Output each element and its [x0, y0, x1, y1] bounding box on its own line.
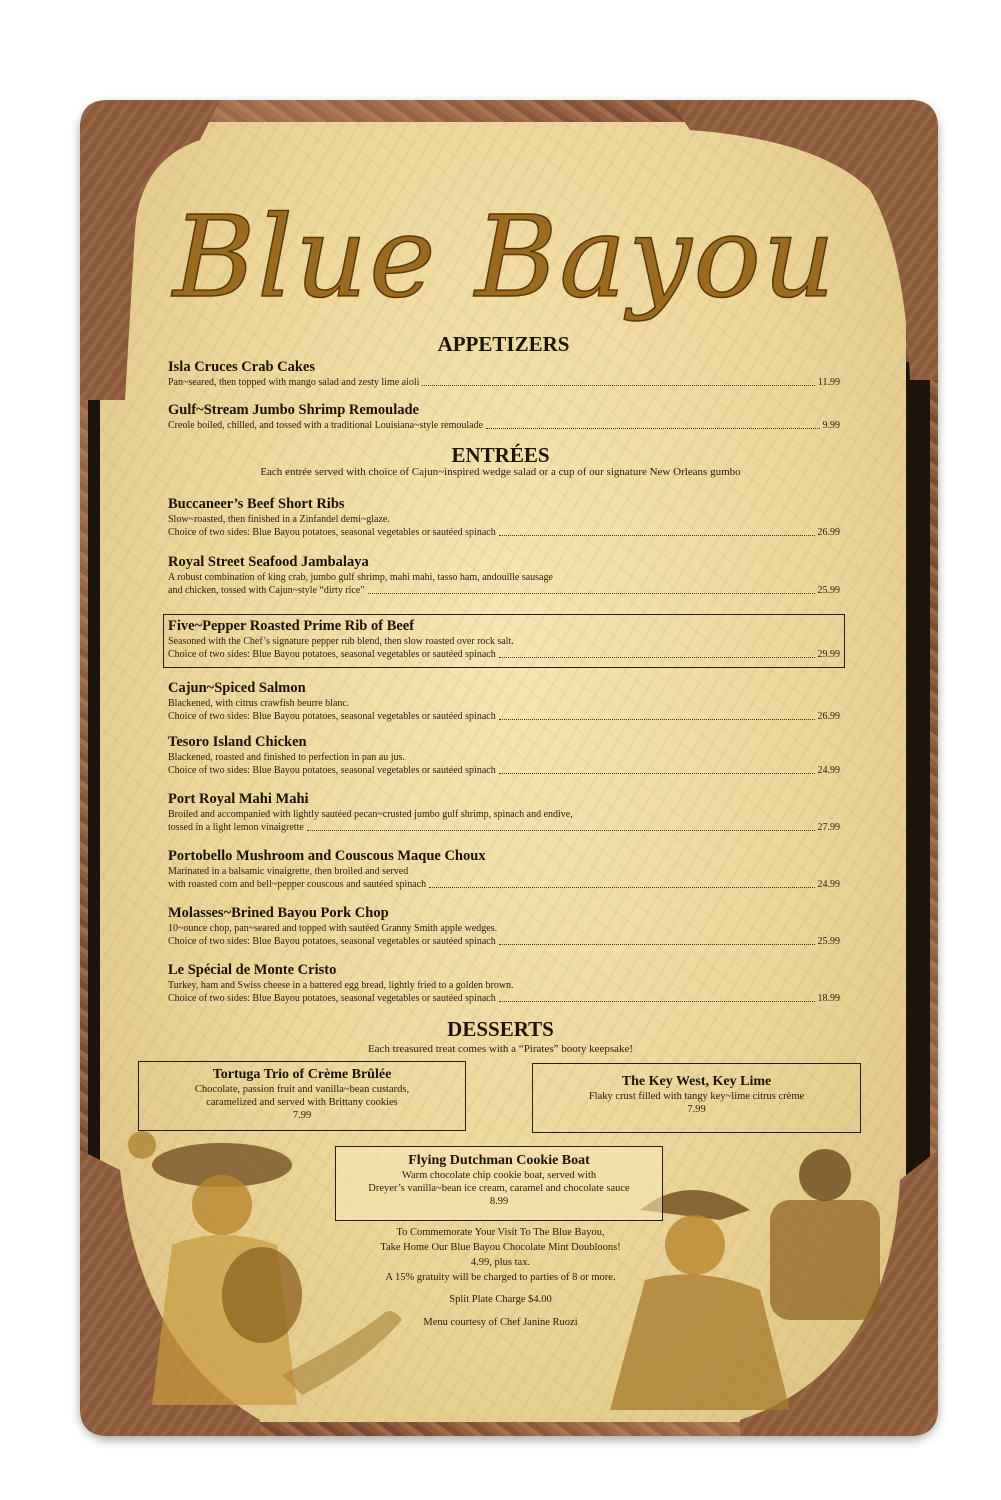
menu-item [168, 496, 840, 539]
item-sides: Choice of two sides: Blue Bayou potatoes, seasonal vegetables or sautéed spinach [168, 649, 496, 660]
menu-item [168, 554, 840, 597]
item-description: and chicken, tossed with Cajun~style “dirty rice” [168, 585, 365, 596]
doubloons-note [0, 1225, 1001, 1285]
item-name: Royal Street Seafood Jambalaya [168, 554, 369, 570]
menu-item [168, 680, 840, 723]
desserts-note: Each treasured treat comes with a “Pirates” booty keepsake! [367, 1043, 634, 1055]
item-price: 25.99 [817, 585, 840, 596]
item-price: 24.99 [817, 765, 840, 776]
menu-item [168, 905, 840, 948]
menu-courtesy: Menu courtesy of Chef Janine Ruozi [423, 1317, 578, 1328]
footer-line: To Commemorate Your Visit To The Blue Bayou, [396, 1227, 605, 1238]
dessert-price: 7.99 [687, 1104, 706, 1115]
dessert-box [335, 1146, 663, 1221]
item-name: Portobello Mushroom and Couscous Maque Choux [168, 848, 486, 864]
menu-title [150, 168, 860, 338]
dessert-description: Flaky crust filled with tangy key~lime citrus crème [588, 1091, 805, 1102]
item-price: 27.99 [817, 822, 840, 833]
item-sides: Choice of two sides: Blue Bayou potatoes, seasonal vegetables or sautéed spinach [168, 936, 496, 947]
menu-item [168, 962, 840, 1005]
item-name: Five~Pepper Roasted Prime Rib of Beef [168, 618, 415, 634]
dessert-description: Warm chocolate chip cookie boat, served with [401, 1170, 597, 1181]
footer-line: 4.99, plus tax. [470, 1257, 531, 1268]
item-price: 24.99 [817, 879, 840, 890]
dessert-description: Chocolate, passion fruit and vanilla~bean custards, [194, 1084, 410, 1095]
section-heading-appetizers: APPETIZERS [437, 332, 570, 356]
dessert-box [532, 1063, 861, 1133]
item-sides: Choice of two sides: Blue Bayou potatoes, seasonal vegetables or sautéed spinach [168, 765, 496, 776]
item-description: Turkey, ham and Swiss cheese in a battered egg bread, lightly fried to a golden brown. [168, 980, 514, 991]
dessert-box [138, 1061, 466, 1131]
item-description: 10~ounce chop, pan~seared and topped with sautéed Granny Smith apple wedges. [168, 923, 498, 934]
item-name: Tesoro Island Chicken [168, 734, 307, 750]
footer-line: Take Home Our Blue Bayou Chocolate Mint Doubloons! [380, 1242, 621, 1253]
item-description: with roasted corn and bell~pepper couscous and sautéed spinach [168, 879, 427, 890]
item-name: Buccaneer’s Beef Short Ribs [168, 496, 345, 512]
item-price: 29.99 [817, 649, 840, 660]
dessert-name: Tortuga Trio of Crème Brûlée [212, 1067, 392, 1082]
item-price: 18.99 [817, 993, 840, 1004]
item-description: Marinated in a balsamic vinaigrette, then broiled and served [168, 866, 409, 877]
split-plate-charge: Split Plate Charge $4.00 [449, 1294, 552, 1305]
dessert-price: 7.99 [292, 1110, 312, 1121]
item-name: Gulf~Stream Jumbo Shrimp Remoulade [168, 402, 419, 418]
dessert-price: 8.99 [489, 1196, 509, 1207]
item-name: Le Spécial de Monte Cristo [168, 962, 337, 978]
menu-item [168, 402, 840, 432]
dessert-name: Flying Dutchman Cookie Boat [408, 1153, 590, 1168]
item-price: 25.99 [817, 936, 840, 947]
section-heading-desserts: DESSERTS [447, 1017, 554, 1041]
item-description: A robust combination of king crab, jumbo gulf shrimp, mahi mahi, tasso ham, andouille sausage [168, 572, 553, 583]
item-name: Molasses~Brined Bayou Pork Chop [168, 905, 389, 921]
dessert-description: caramelized and served with Brittany cookies [206, 1097, 398, 1108]
item-description: Slow~roasted, then finished in a Zinfandel demi~glaze. [168, 514, 390, 525]
item-name: Cajun~Spiced Salmon [168, 680, 306, 696]
dessert-name: The Key West, Key Lime [621, 1074, 772, 1089]
item-description: Blackened, with citrus crawfish beurre blanc. [168, 698, 350, 709]
item-price: 11.99 [817, 377, 840, 388]
menu-item [168, 359, 840, 389]
item-description: Pan~seared, then topped with mango salad and zesty lime aioli [168, 377, 420, 388]
item-description: tossed in a light lemon vinaigrette [168, 822, 304, 833]
section-heading-entrees: ENTRÉES [451, 443, 550, 467]
dessert-description: Dreyer’s vanilla~bean ice cream, caramel and chocolate sauce [368, 1183, 630, 1194]
menu-item [168, 734, 840, 777]
item-sides: Choice of two sides: Blue Bayou potatoes, seasonal vegetables or sautéed spinach [168, 711, 496, 722]
item-sides: Choice of two sides: Blue Bayou potatoes, seasonal vegetables or sautéed spinach [168, 993, 496, 1004]
item-price: 9.99 [822, 420, 840, 431]
item-price: 26.99 [817, 711, 840, 722]
gratuity-note: A 15% gratuity will be charged to parties of 8 or more. [385, 1272, 616, 1283]
menu-item [168, 791, 840, 834]
item-sides: Choice of two sides: Blue Bayou potatoes, seasonal vegetables or sautéed spinach [168, 527, 496, 538]
item-description: Creole boiled, chilled, and tossed with a traditional Louisiana~style remoulade [168, 420, 484, 431]
item-price: 26.99 [817, 527, 840, 538]
item-description: Seasoned with the Chef’s signature pepper rub blend, then slow roasted over rock salt. [168, 636, 514, 647]
menu-item [168, 848, 840, 891]
menu-title-text: Blue Bayou [172, 193, 838, 323]
item-name: Isla Cruces Crab Cakes [168, 359, 316, 375]
entrees-note: Each entrée served with choice of Cajun~inspired wedge salad or a cup of our signature New Orleans gumbo [260, 466, 741, 478]
menu-item-featured [168, 618, 840, 661]
item-description: Broiled and accompanied with lightly sautéed pecan~crusted jumbo gulf shrimp, spinach and endive, [168, 809, 573, 820]
item-description: Blackened, roasted and finished to perfection in pan au jus. [168, 752, 405, 763]
item-name: Port Royal Mahi Mahi [168, 791, 309, 807]
